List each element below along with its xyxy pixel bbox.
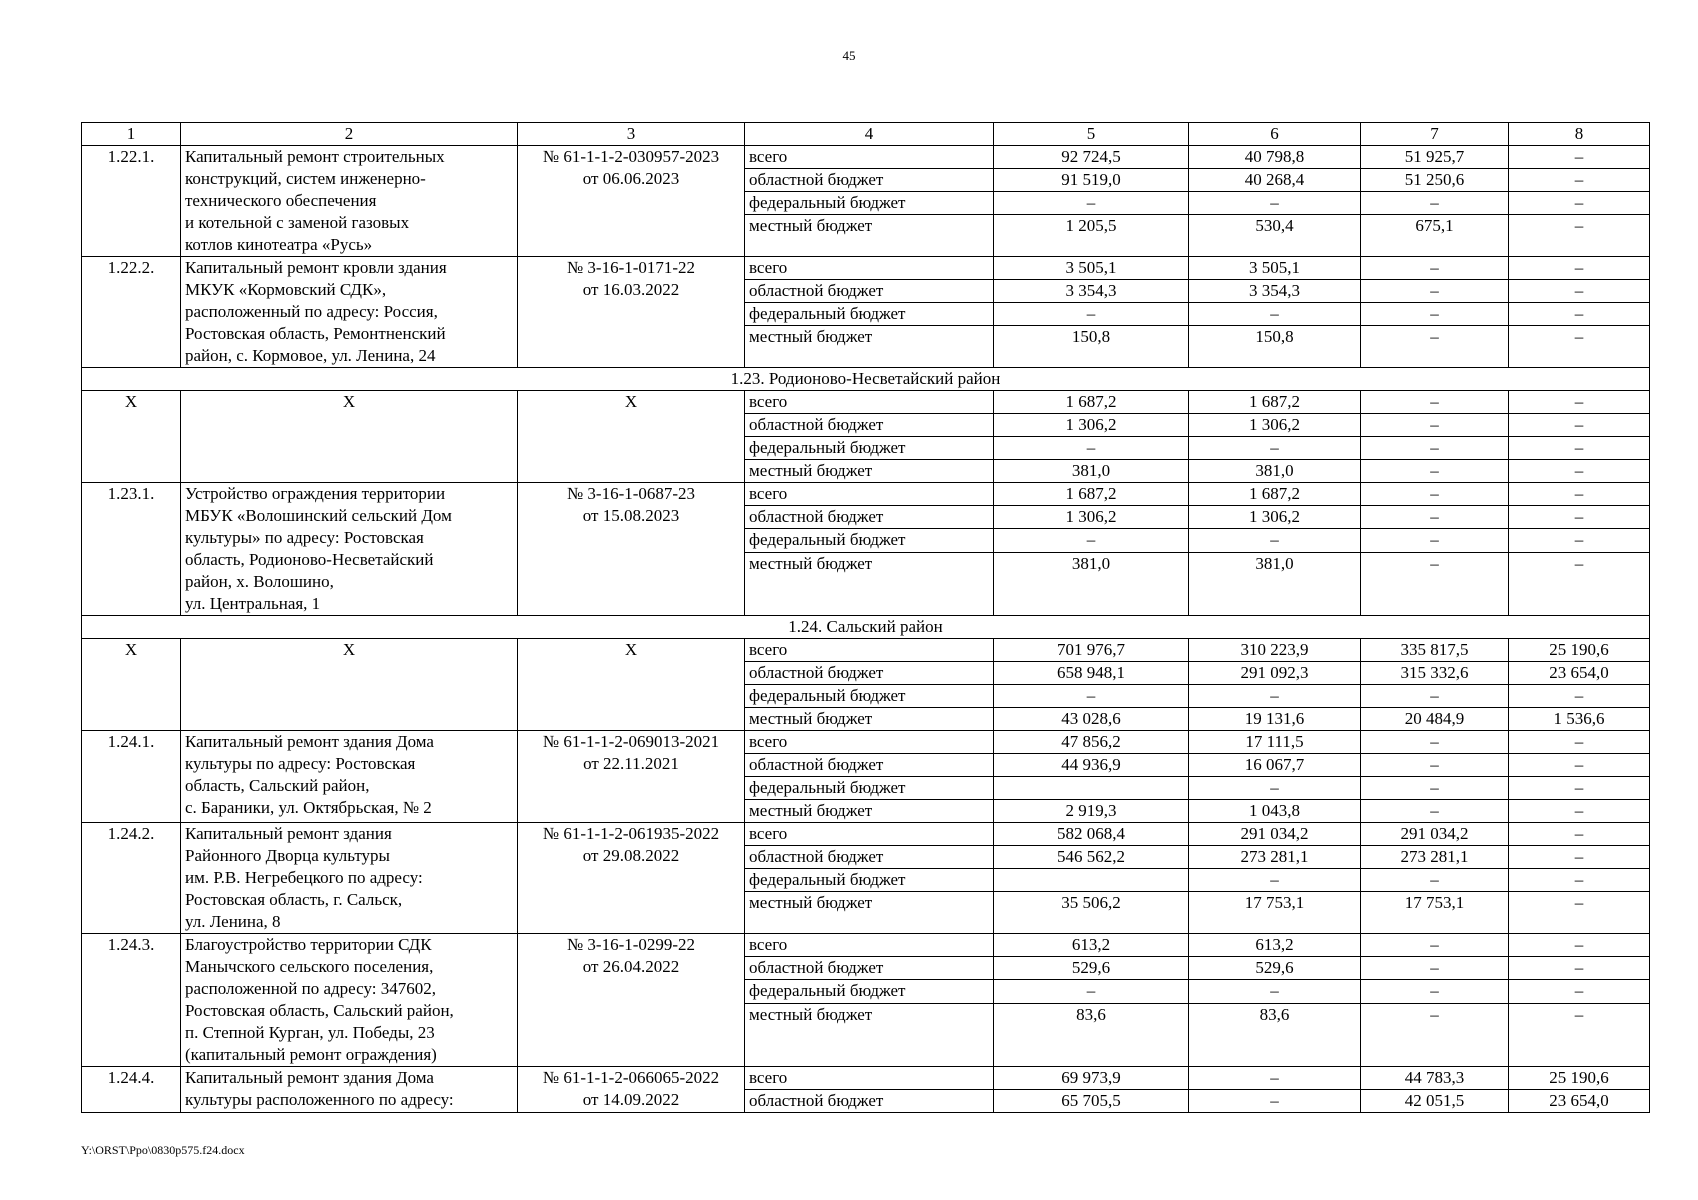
- item-name-line: ул. Центральная, 1: [185, 594, 321, 613]
- amount-year-1: 1 687,2: [1189, 483, 1361, 506]
- table-row: [82, 483, 1650, 506]
- amount-year-2: –: [1361, 552, 1509, 615]
- amount-year-3: –: [1509, 529, 1650, 552]
- amount-year-2: 273 281,1: [1361, 846, 1509, 869]
- amount-total: 83,6: [994, 1003, 1189, 1066]
- document-line: от 14.09.2022: [582, 1090, 680, 1109]
- column-header: 1: [82, 123, 181, 146]
- document-line: № 61-1-1-2-069013-2021: [542, 732, 720, 751]
- funding-source: областной бюджет: [745, 1090, 994, 1113]
- funding-source: областной бюджет: [745, 754, 994, 777]
- item-name-line: (капитальный ремонт ограждения): [185, 1045, 437, 1064]
- amount-year-3: –: [1509, 754, 1650, 777]
- item-name: [181, 731, 518, 823]
- item-name-line: конструкций, систем инженерно-: [185, 169, 426, 188]
- amount-year-3: –: [1509, 846, 1650, 869]
- funding-source: местный бюджет: [745, 1003, 994, 1066]
- amount-year-3: 25 190,6: [1509, 639, 1650, 662]
- amount-year-3: –: [1509, 777, 1650, 800]
- funding-source: всего: [745, 731, 994, 754]
- amount-year-2: 20 484,9: [1361, 708, 1509, 731]
- column-header: 4: [745, 123, 994, 146]
- budget-table: [81, 122, 1650, 1113]
- amount-year-2: –: [1361, 957, 1509, 980]
- item-name-line: с. Бараники, ул. Октябрьская, № 2: [185, 798, 432, 817]
- amount-year-1: 83,6: [1189, 1003, 1361, 1066]
- amount-total: 3 354,3: [994, 280, 1189, 303]
- amount-year-1: 3 354,3: [1189, 280, 1361, 303]
- amount-year-2: –: [1361, 869, 1509, 892]
- amount-year-1: 17 111,5: [1189, 731, 1361, 754]
- document-reference: [518, 639, 745, 731]
- item-name-line: культуры по адресу: Ростовская: [185, 754, 416, 773]
- amount-total: 47 856,2: [994, 731, 1189, 754]
- document-line: № 3-16-1-0171-22: [566, 258, 696, 277]
- section-title: 1.23. Родионово-Несветайский район: [82, 368, 1650, 391]
- item-name-line: область, Сальский район,: [185, 776, 370, 795]
- amount-total: 381,0: [994, 552, 1189, 615]
- amount-year-3: –: [1509, 437, 1650, 460]
- amount-total: 701 976,7: [994, 639, 1189, 662]
- amount-year-1: 16 067,7: [1189, 754, 1361, 777]
- document-line: X: [624, 640, 638, 659]
- amount-year-1: –: [1189, 192, 1361, 215]
- amount-year-1: –: [1189, 685, 1361, 708]
- funding-source: областной бюджет: [745, 169, 994, 192]
- amount-year-1: 530,4: [1189, 215, 1361, 257]
- table-row: [82, 391, 1650, 414]
- item-name-line: Ростовская область, Ремонтненский: [185, 324, 446, 343]
- document-reference: [518, 257, 745, 368]
- item-name: [181, 934, 518, 1067]
- item-name: [181, 257, 518, 368]
- amount-year-2: –: [1361, 685, 1509, 708]
- document-line: № 3-16-1-0299-22: [566, 935, 696, 954]
- amount-total: 1 687,2: [994, 483, 1189, 506]
- amount-total: 92 724,5: [994, 146, 1189, 169]
- amount-year-3: –: [1509, 506, 1650, 529]
- amount-year-2: 17 753,1: [1361, 892, 1509, 934]
- amount-year-2: 51 925,7: [1361, 146, 1509, 169]
- funding-source: местный бюджет: [745, 460, 994, 483]
- item-name-line: Капитальный ремонт кровли здания: [185, 258, 447, 277]
- funding-source: местный бюджет: [745, 892, 994, 934]
- item-name-line: X: [342, 392, 356, 411]
- document-line: от 15.08.2023: [582, 506, 680, 525]
- funding-source: местный бюджет: [745, 552, 994, 615]
- item-name-line: X: [342, 640, 356, 659]
- amount-year-1: –: [1189, 777, 1361, 800]
- amount-year-1: –: [1189, 1067, 1361, 1090]
- file-path-footer: Y:\ORST\Ppo\0830p575.f24.docx: [81, 1143, 245, 1157]
- document-line: от 06.06.2023: [582, 169, 680, 188]
- amount-year-3: –: [1509, 1003, 1650, 1066]
- amount-year-3: –: [1509, 326, 1650, 368]
- item-number: X: [82, 391, 181, 483]
- amount-year-2: –: [1361, 326, 1509, 368]
- item-name: [181, 639, 518, 731]
- amount-year-2: –: [1361, 280, 1509, 303]
- amount-year-2: –: [1361, 414, 1509, 437]
- funding-source: федеральный бюджет: [745, 529, 994, 552]
- funding-source: областной бюджет: [745, 957, 994, 980]
- amount-total: 1 687,2: [994, 391, 1189, 414]
- amount-year-3: 1 536,6: [1509, 708, 1650, 731]
- amount-year-3: –: [1509, 892, 1650, 934]
- amount-year-1: 613,2: [1189, 934, 1361, 957]
- amount-year-1: –: [1189, 1090, 1361, 1113]
- amount-total: –: [994, 303, 1189, 326]
- funding-source: всего: [745, 823, 994, 846]
- amount-year-3: 23 654,0: [1509, 1090, 1650, 1113]
- amount-year-2: 51 250,6: [1361, 169, 1509, 192]
- funding-source: всего: [745, 639, 994, 662]
- header-row: [82, 123, 1650, 146]
- amount-year-3: –: [1509, 957, 1650, 980]
- amount-year-2: –: [1361, 529, 1509, 552]
- amount-year-1: 381,0: [1189, 552, 1361, 615]
- amount-year-2: –: [1361, 506, 1509, 529]
- document-reference: [518, 1067, 745, 1113]
- amount-year-3: –: [1509, 823, 1650, 846]
- amount-year-2: 315 332,6: [1361, 662, 1509, 685]
- item-name: [181, 146, 518, 257]
- amount-year-3: –: [1509, 800, 1650, 823]
- amount-year-2: –: [1361, 754, 1509, 777]
- amount-total: 582 068,4: [994, 823, 1189, 846]
- item-name-line: технического обеспечения: [185, 191, 377, 210]
- item-number: 1.22.1.: [82, 146, 181, 257]
- amount-year-2: 335 817,5: [1361, 639, 1509, 662]
- amount-total: 44 936,9: [994, 754, 1189, 777]
- item-name-line: район, с. Кормовое, ул. Ленина, 24: [185, 346, 436, 365]
- table-row: [82, 1067, 1650, 1090]
- funding-source: местный бюджет: [745, 215, 994, 257]
- item-name-line: МБУК «Волошинский сельский Дом: [185, 506, 452, 525]
- amount-year-1: –: [1189, 869, 1361, 892]
- item-number: 1.24.4.: [82, 1067, 181, 1113]
- amount-year-3: –: [1509, 685, 1650, 708]
- amount-total: 1 205,5: [994, 215, 1189, 257]
- item-number: 1.24.1.: [82, 731, 181, 823]
- document-line: № 61-1-1-2-061935-2022: [542, 824, 720, 843]
- item-name-line: п. Степной Курган, ул. Победы, 23: [185, 1023, 435, 1042]
- item-name-line: ул. Ленина, 8: [185, 912, 281, 931]
- amount-year-2: –: [1361, 303, 1509, 326]
- funding-source: местный бюджет: [745, 800, 994, 823]
- funding-source: всего: [745, 934, 994, 957]
- amount-year-3: 25 190,6: [1509, 1067, 1650, 1090]
- amount-year-2: –: [1361, 460, 1509, 483]
- amount-year-3: –: [1509, 303, 1650, 326]
- amount-total: –: [994, 437, 1189, 460]
- item-number: 1.24.2.: [82, 823, 181, 934]
- amount-total: 91 519,0: [994, 169, 1189, 192]
- table-row: [82, 639, 1650, 662]
- item-name-line: расположенный по адресу: Россия,: [185, 302, 438, 321]
- amount-total: –: [994, 529, 1189, 552]
- funding-source: областной бюджет: [745, 414, 994, 437]
- amount-total: 150,8: [994, 326, 1189, 368]
- item-name-line: Капитальный ремонт здания Дома: [185, 732, 434, 751]
- amount-year-1: 291 034,2: [1189, 823, 1361, 846]
- amount-total: 1 306,2: [994, 414, 1189, 437]
- item-name-line: Капитальный ремонт здания Дома: [185, 1068, 434, 1087]
- amount-year-3: –: [1509, 257, 1650, 280]
- amount-year-2: 42 051,5: [1361, 1090, 1509, 1113]
- amount-year-2: 291 034,2: [1361, 823, 1509, 846]
- amount-year-3: –: [1509, 192, 1650, 215]
- item-number: 1.24.3.: [82, 934, 181, 1067]
- amount-total: 2 919,3: [994, 800, 1189, 823]
- document-line: от 22.11.2021: [583, 754, 679, 773]
- table-row: [82, 823, 1650, 846]
- amount-total: –: [994, 685, 1189, 708]
- item-name-line: район, х. Волошино,: [185, 572, 334, 591]
- amount-year-2: –: [1361, 800, 1509, 823]
- funding-source: всего: [745, 483, 994, 506]
- document-reference: [518, 731, 745, 823]
- funding-source: федеральный бюджет: [745, 303, 994, 326]
- amount-year-1: 381,0: [1189, 460, 1361, 483]
- amount-year-1: 1 306,2: [1189, 414, 1361, 437]
- amount-year-2: –: [1361, 483, 1509, 506]
- amount-total: 658 948,1: [994, 662, 1189, 685]
- amount-year-3: –: [1509, 391, 1650, 414]
- amount-year-2: –: [1361, 192, 1509, 215]
- document-line: от 26.04.2022: [582, 957, 680, 976]
- item-number: X: [82, 639, 181, 731]
- amount-year-1: 291 092,3: [1189, 662, 1361, 685]
- item-name-line: котлов кинотеатра «Русь»: [185, 235, 373, 254]
- amount-total: –: [994, 980, 1189, 1003]
- table-row: [82, 731, 1650, 754]
- section-row: [82, 616, 1650, 639]
- table-row: [82, 146, 1650, 169]
- table-row: [82, 934, 1650, 957]
- column-header: 2: [181, 123, 518, 146]
- amount-year-2: –: [1361, 934, 1509, 957]
- amount-year-1: 17 753,1: [1189, 892, 1361, 934]
- item-name-line: им. Р.В. Негребецкого по адресу:: [185, 868, 423, 887]
- document-line: № 61-1-1-2-066065-2022: [542, 1068, 720, 1087]
- amount-total: –: [994, 192, 1189, 215]
- column-header: 5: [994, 123, 1189, 146]
- amount-year-1: 3 505,1: [1189, 257, 1361, 280]
- amount-year-2: –: [1361, 257, 1509, 280]
- amount-year-2: 675,1: [1361, 215, 1509, 257]
- item-name-line: Благоустройство территории СДК: [185, 935, 432, 954]
- amount-year-2: 44 783,3: [1361, 1067, 1509, 1090]
- document-line: от 29.08.2022: [582, 846, 680, 865]
- amount-total: 613,2: [994, 934, 1189, 957]
- item-name-line: Ростовская область, Сальский район,: [185, 1001, 454, 1020]
- amount-year-2: –: [1361, 731, 1509, 754]
- amount-year-2: –: [1361, 777, 1509, 800]
- funding-source: федеральный бюджет: [745, 777, 994, 800]
- amount-total: 529,6: [994, 957, 1189, 980]
- funding-source: областной бюджет: [745, 280, 994, 303]
- funding-source: местный бюджет: [745, 708, 994, 731]
- amount-year-2: –: [1361, 391, 1509, 414]
- amount-year-3: –: [1509, 483, 1650, 506]
- amount-total: 43 028,6: [994, 708, 1189, 731]
- funding-source: местный бюджет: [745, 326, 994, 368]
- amount-year-3: –: [1509, 280, 1650, 303]
- amount-year-1: 40 268,4: [1189, 169, 1361, 192]
- funding-source: всего: [745, 257, 994, 280]
- amount-year-1: 1 043,8: [1189, 800, 1361, 823]
- column-header: 7: [1361, 123, 1509, 146]
- document-reference: [518, 483, 745, 616]
- amount-year-1: 150,8: [1189, 326, 1361, 368]
- item-name-line: и котельной с заменой газовых: [185, 213, 410, 232]
- amount-year-3: –: [1509, 869, 1650, 892]
- item-number: 1.22.2.: [82, 257, 181, 368]
- funding-source: всего: [745, 1067, 994, 1090]
- amount-year-1: –: [1189, 437, 1361, 460]
- column-header: 8: [1509, 123, 1650, 146]
- column-header: 3: [518, 123, 745, 146]
- funding-source: всего: [745, 146, 994, 169]
- amount-year-1: –: [1189, 303, 1361, 326]
- document-reference: [518, 934, 745, 1067]
- item-name: [181, 483, 518, 616]
- amount-year-1: 19 131,6: [1189, 708, 1361, 731]
- funding-source: федеральный бюджет: [745, 869, 994, 892]
- amount-year-3: 23 654,0: [1509, 662, 1650, 685]
- funding-source: федеральный бюджет: [745, 685, 994, 708]
- item-name: [181, 823, 518, 934]
- amount-year-2: –: [1361, 1003, 1509, 1066]
- amount-year-3: –: [1509, 980, 1650, 1003]
- amount-total: 381,0: [994, 460, 1189, 483]
- amount-year-3: –: [1509, 414, 1650, 437]
- amount-year-1: 40 798,8: [1189, 146, 1361, 169]
- amount-year-3: –: [1509, 146, 1650, 169]
- amount-year-1: –: [1189, 980, 1361, 1003]
- amount-total: 3 505,1: [994, 257, 1189, 280]
- amount-total: [994, 777, 1189, 800]
- item-number: 1.23.1.: [82, 483, 181, 616]
- section-title: 1.24. Сальский район: [82, 616, 1650, 639]
- item-name-line: Устройство ограждения территории: [185, 484, 446, 503]
- page-number: 45: [842, 48, 856, 63]
- item-name: [181, 1067, 518, 1113]
- item-name-line: Капитальный ремонт здания: [185, 824, 392, 843]
- amount-year-2: –: [1361, 980, 1509, 1003]
- item-name-line: расположенной по адресу: 347602,: [185, 979, 436, 998]
- amount-year-2: –: [1361, 437, 1509, 460]
- amount-year-1: 1 687,2: [1189, 391, 1361, 414]
- amount-total: 69 973,9: [994, 1067, 1189, 1090]
- amount-year-3: –: [1509, 934, 1650, 957]
- amount-year-1: 1 306,2: [1189, 506, 1361, 529]
- amount-year-1: –: [1189, 529, 1361, 552]
- amount-total: 65 705,5: [994, 1090, 1189, 1113]
- amount-year-1: 273 281,1: [1189, 846, 1361, 869]
- document-reference: [518, 391, 745, 483]
- column-header: 6: [1189, 123, 1361, 146]
- document-reference: [518, 823, 745, 934]
- section-row: [82, 368, 1650, 391]
- amount-year-1: 310 223,9: [1189, 639, 1361, 662]
- item-name-line: область, Родионово-Несветайский: [185, 550, 434, 569]
- amount-year-3: –: [1509, 552, 1650, 615]
- document-line: № 3-16-1-0687-23: [566, 484, 696, 503]
- table-row: [82, 257, 1650, 280]
- funding-source: областной бюджет: [745, 846, 994, 869]
- item-name-line: Манычского сельского поселения,: [185, 957, 434, 976]
- amount-total: [994, 869, 1189, 892]
- funding-source: федеральный бюджет: [745, 437, 994, 460]
- funding-source: федеральный бюджет: [745, 192, 994, 215]
- item-name-line: Ростовская область, г. Сальск,: [185, 890, 403, 909]
- amount-year-3: –: [1509, 460, 1650, 483]
- funding-source: федеральный бюджет: [745, 980, 994, 1003]
- funding-source: всего: [745, 391, 994, 414]
- amount-total: 35 506,2: [994, 892, 1189, 934]
- item-name-line: Капитальный ремонт строительных: [185, 147, 445, 166]
- amount-year-3: –: [1509, 215, 1650, 257]
- amount-year-3: –: [1509, 169, 1650, 192]
- funding-source: областной бюджет: [745, 506, 994, 529]
- item-name-line: МКУК «Кормовский СДК»,: [185, 280, 387, 299]
- document-line: X: [624, 392, 638, 411]
- funding-source: областной бюджет: [745, 662, 994, 685]
- document-line: № 61-1-1-2-030957-2023: [542, 147, 720, 166]
- item-name-line: культуры» по адресу: Ростовская: [185, 528, 424, 547]
- amount-year-1: 529,6: [1189, 957, 1361, 980]
- document-line: от 16.03.2022: [582, 280, 680, 299]
- amount-total: 546 562,2: [994, 846, 1189, 869]
- document-reference: [518, 146, 745, 257]
- item-name-line: Районного Дворца культуры: [185, 846, 390, 865]
- item-name: [181, 391, 518, 483]
- amount-total: 1 306,2: [994, 506, 1189, 529]
- amount-year-3: –: [1509, 731, 1650, 754]
- item-name-line: культуры расположенного по адресу:: [185, 1090, 454, 1109]
